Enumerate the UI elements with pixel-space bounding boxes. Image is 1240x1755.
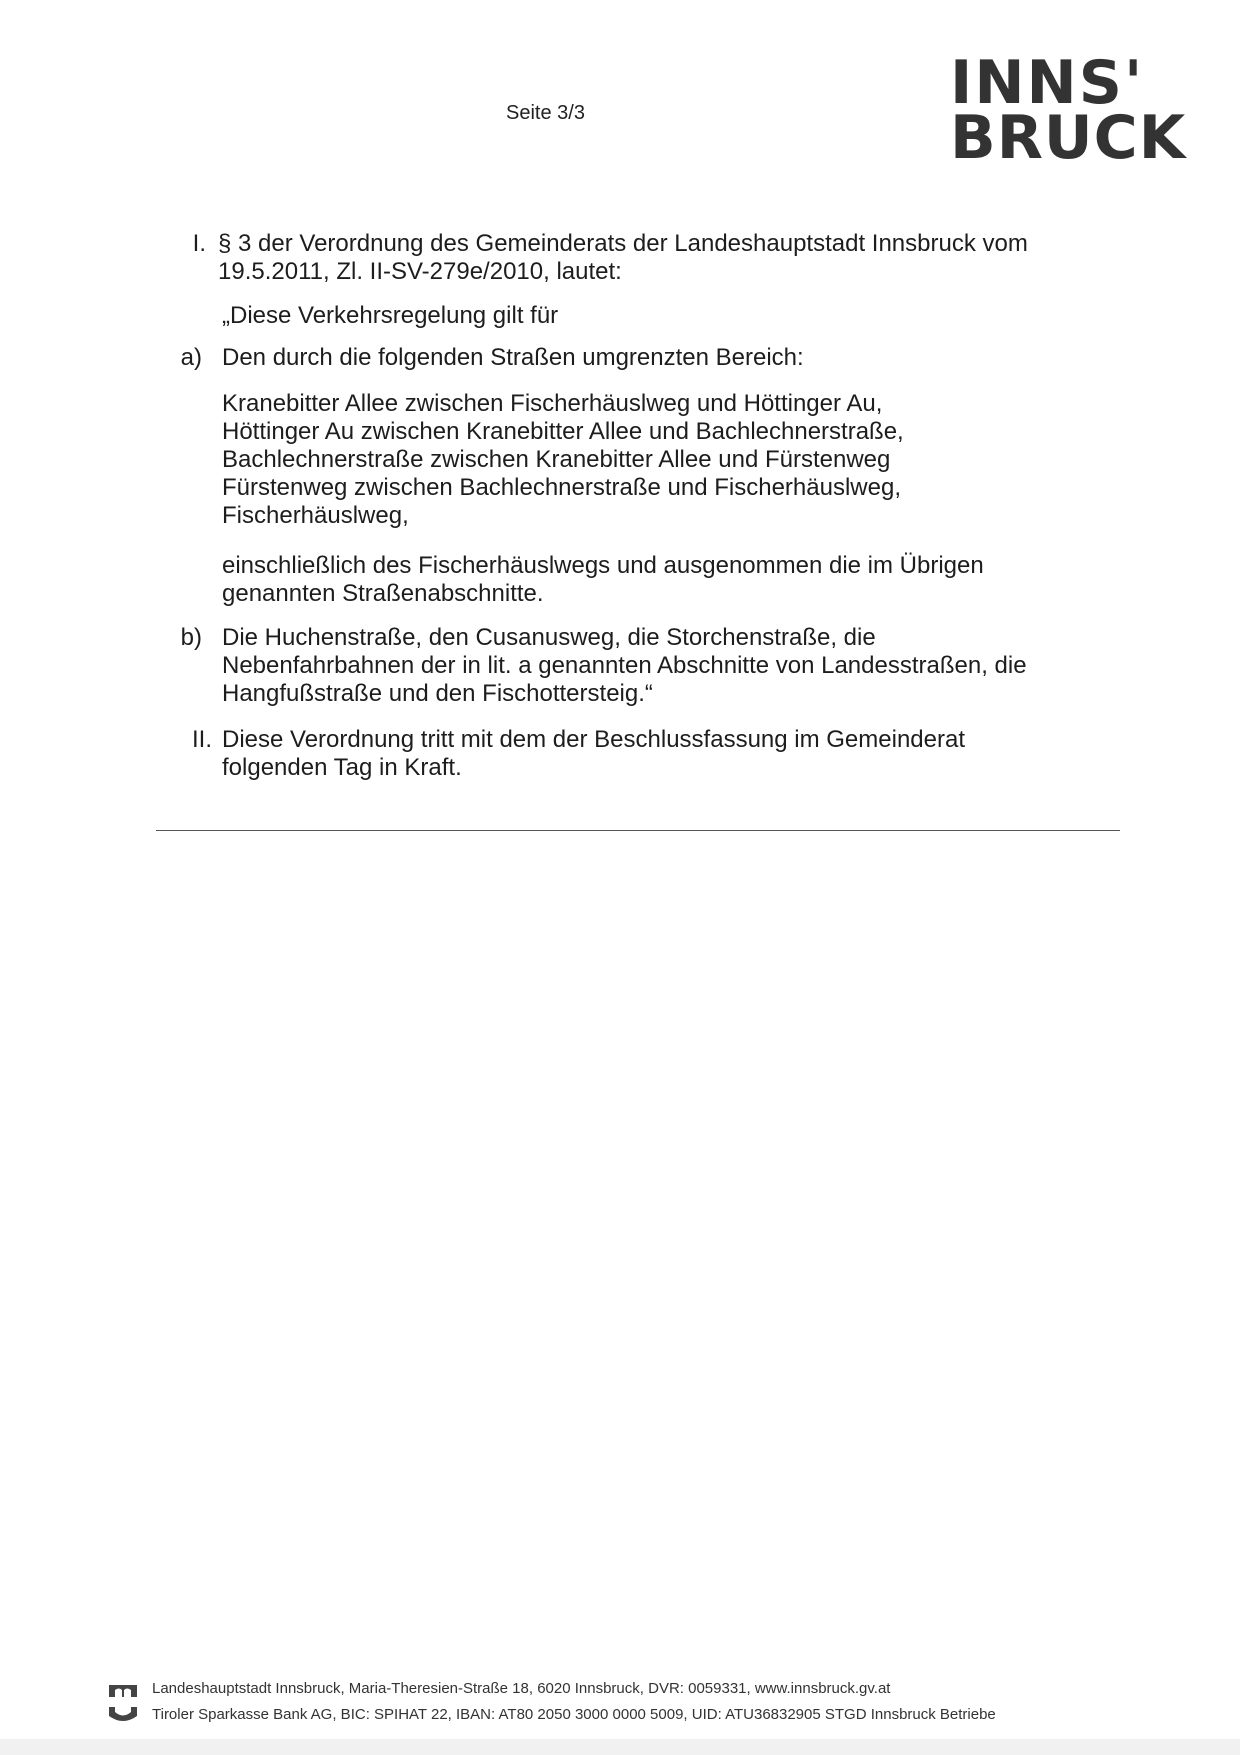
footer-row-address: [108, 1676, 996, 1702]
footer-bank-details: Tiroler Sparkasse Bank AG, BIC: SPIHAT 22, IBAN: AT80 2050 3000 0000 5009, UID: ATU36832905 STGD Innsbruck Betriebe: [152, 1706, 996, 1723]
street-line: Fischerhäuslweg,: [222, 502, 409, 529]
street-line: Höttinger Au zwischen Kranebitter Allee und Bachlechnerstraße,: [222, 418, 904, 445]
section-2-marker: II.: [191, 726, 212, 753]
section-1-text: § 3 der Verordnung des Gemeinderats der Landeshauptstadt Innsbruck vom 19.5.2011, Zl. II-SV-279e/2010, lautet:: [218, 230, 1028, 285]
logo-line-2: BRUCK: [950, 103, 1187, 174]
section-1-marker: I.: [192, 230, 206, 257]
innsbruck-logo: [950, 48, 1202, 174]
street-line: Bachlechnerstraße zwischen Kranebitter Allee und Fürstenweg: [222, 446, 891, 473]
item-b-text: Die Huchenstraße, den Cusanusweg, die Storchenstraße, die Nebenfahrbahnen der in lit. a genannten Abschnitte von Landesstraßen, die Hangfußstraße und den Fischottersteig.“: [222, 624, 1027, 707]
bridge-arch-icon: [108, 1706, 138, 1724]
footer-row-bank: [108, 1702, 996, 1728]
section-2-text: Diese Verordnung tritt mit dem der Beschlussfassung im Gemeinderat folgenden Tag in Kraft.: [222, 726, 966, 781]
bridge-icon: [108, 1680, 138, 1698]
item-a-marker: a): [180, 344, 202, 371]
street-line: Kranebitter Allee zwischen Fischerhäuslweg und Höttinger Au,: [222, 390, 883, 417]
quote-intro: „Diese Verkehrsregelung gilt für: [222, 302, 559, 329]
logo-line-1: INNS': [950, 48, 1145, 118]
footer-address: Landeshauptstadt Innsbruck, Maria-Theresien-Straße 18, 6020 Innsbruck, DVR: 0059331, www.innsbruck.gv.at: [152, 1680, 891, 1697]
item-a-text: Den durch die folgenden Straßen umgrenzten Bereich:: [222, 344, 804, 371]
street-line: Fürstenweg zwischen Bachlechnerstraße und Fischerhäuslweg,: [222, 474, 901, 501]
scan-edge-shade: [0, 1739, 1240, 1755]
item-a-including-text: einschließlich des Fischerhäuslwegs und ausgenommen die im Übrigen genannten Straßenabschnitte.: [222, 552, 984, 607]
page-number: Seite 3/3: [506, 102, 585, 124]
item-b-marker: b): [180, 624, 202, 651]
divider-line: [156, 830, 1120, 831]
footer: [108, 1676, 996, 1728]
